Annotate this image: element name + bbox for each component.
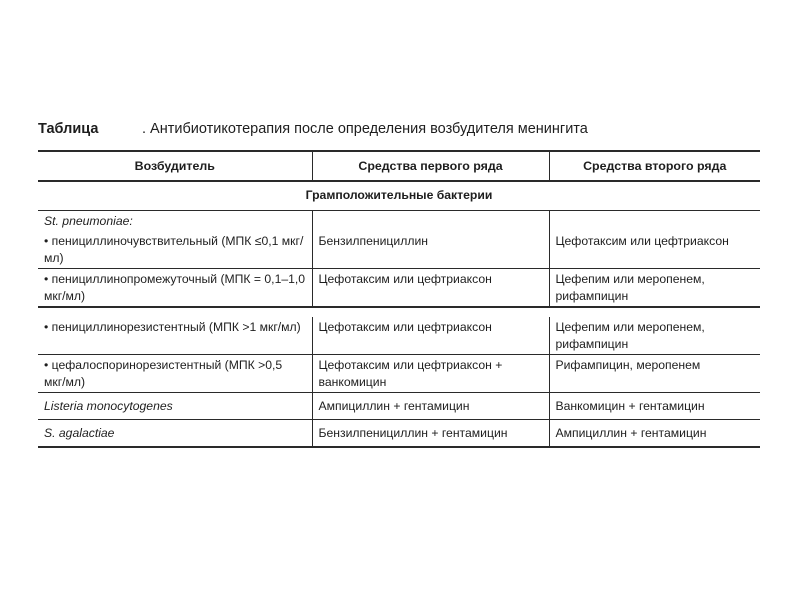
pathogen-cell: • цефалоспоринорезистентный (МПК >0,5 мкг/мл) (38, 355, 312, 393)
table-row (38, 420, 760, 448)
subgroup-label: St. pneumoniae: (44, 214, 133, 228)
first-line-cell: Цефотаксим или цефтриаксон + ванкомицин (312, 355, 549, 393)
table-cell (312, 211, 549, 232)
second-line-cell: Цефепим или меропенем, рифампицин (549, 269, 760, 308)
table-caption (38, 121, 588, 137)
table-row (38, 269, 760, 308)
group-row (38, 181, 760, 211)
pathogen-cell: • пенициллинорезистентный (МПК >1 мкг/мл) (38, 317, 312, 355)
table-row (38, 231, 760, 269)
second-line-cell: Рифампицин, меропенем (549, 355, 760, 393)
table-gap (38, 307, 760, 317)
pathogen-cell: S. agalactiae (38, 420, 312, 448)
second-line-cell: Ванкомицин + гентамицин (549, 393, 760, 420)
table-row (38, 317, 760, 355)
table-cell (549, 211, 760, 232)
first-line-cell: Бензилпенициллин (312, 231, 549, 269)
first-line-cell: Бензилпенициллин + гентамицин (312, 420, 549, 448)
header-second-line: Средства второго ряда (549, 151, 760, 181)
group-label: Грамположительные бактерии (38, 181, 760, 211)
pathogen-cell: • пенициллинопромежуточный (МПК = 0,1–1,0 мкг/мл) (38, 269, 312, 308)
first-line-cell: Ампициллин + гентамицин (312, 393, 549, 420)
subgroup-row (38, 211, 760, 232)
caption-label: Таблица (38, 121, 99, 137)
first-line-cell: Цефотаксим или цефтриаксон (312, 269, 549, 308)
second-line-cell: Ампициллин + гентамицин (549, 420, 760, 448)
header-pathogen: Возбудитель (134, 159, 215, 173)
antibiotic-table (38, 150, 760, 448)
first-line-cell: Цефотаксим или цефтриаксон (312, 317, 549, 355)
second-line-cell: Цефотаксим или цефтриаксон (549, 231, 760, 269)
header-row (38, 151, 760, 181)
pathogen-cell: • пенициллиночувствительный (МПК ≤0,1 мкг/мл) (38, 231, 312, 269)
pathogen-cell: Listeria monocytogenes (38, 393, 312, 420)
table-row (38, 355, 760, 393)
caption-text: . Антибиотикотерапия после определения возбудителя менингита (142, 121, 588, 137)
table-row (38, 393, 760, 420)
header-first-line: Средства первого ряда (312, 151, 549, 181)
second-line-cell: Цефепим или меропенем, рифампицин (549, 317, 760, 355)
